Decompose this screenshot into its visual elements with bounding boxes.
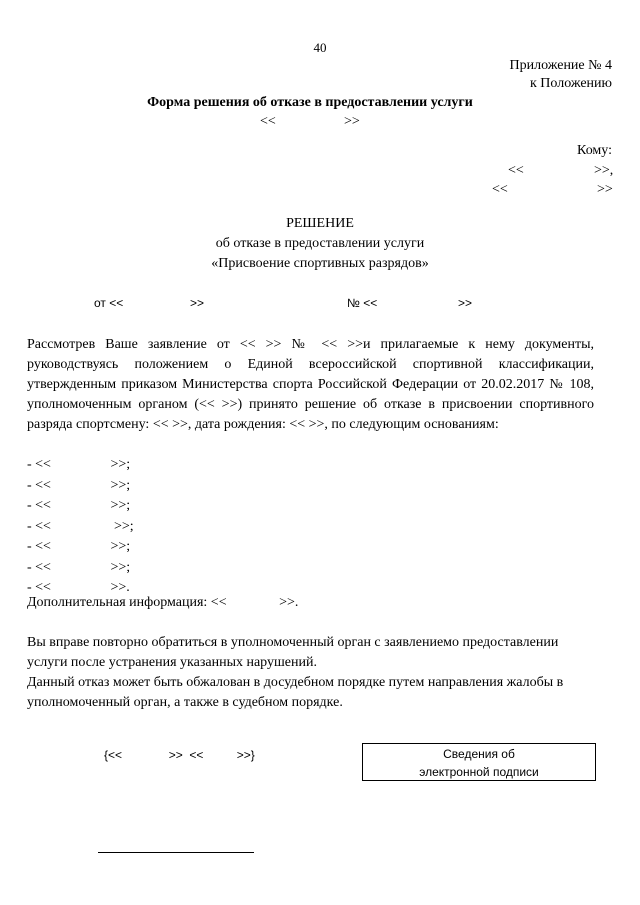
electronic-signature-box xyxy=(362,743,596,781)
list-item: - << >>; xyxy=(27,457,131,472)
recipient-line1-open: << xyxy=(508,163,524,178)
decision-subtitle: об отказе в предоставлении услуги xyxy=(215,236,425,251)
page-number: 40 xyxy=(313,40,327,55)
decision-title: РЕШЕНИЕ xyxy=(286,216,354,231)
signature-placeholder: {<< >> << >>} xyxy=(104,748,255,762)
form-title: Форма решения об отказе в предоставлении услуги xyxy=(147,95,473,110)
form-placeholder-open: << xyxy=(260,114,276,129)
recipient-line1-close: >>, xyxy=(594,163,614,178)
annex-number: Приложение № 4 xyxy=(509,58,612,73)
list-item: - << >>; xyxy=(27,477,131,493)
footnote-separator xyxy=(98,852,254,853)
list-item: - << >>; xyxy=(27,539,131,554)
list-item: - << >>. xyxy=(27,580,130,595)
reapply-paragraph: Вы вправе повторно обратиться в уполномоченный орган с заявлениемо предоставлении услуги после устранения указанных нарушений. xyxy=(27,635,559,670)
additional-info: Дополнительная информация: << >>. xyxy=(27,595,299,610)
date-from-close: >> xyxy=(190,296,205,310)
recipient-label: Кому: xyxy=(577,143,612,158)
signature-box-line2: электронной подписи xyxy=(419,765,539,779)
number-label: № << xyxy=(347,296,378,310)
grounds-list xyxy=(27,455,134,599)
annex-header xyxy=(510,57,613,93)
list-item: - << >>; xyxy=(27,498,131,513)
annex-reference: к Положению xyxy=(529,76,612,91)
date-from-label: от << xyxy=(94,296,124,310)
number-close: >> xyxy=(458,296,473,310)
decision-body-text: Рассмотрев Ваше заявление от << >> № << >>и прилагаемые к нему документы, руководствуясь положением о Единой всероссийской спортивной классификации, утвержденным приказом Министерства спорта Российской Федерации от 20.02.2017 № 108, уполномоченным органом (<< >>) принято решение об отказе в присвоении спортивного разряда спортсмену: << >>, дата рождения: << >>, по следующим основаниям: xyxy=(27,337,594,432)
list-item: - << >>; xyxy=(27,559,131,575)
list-item: - << >>; xyxy=(27,518,134,534)
form-placeholder-close: >> xyxy=(344,114,360,129)
recipient-line2-close: >> xyxy=(597,182,613,197)
appeal-paragraph: Данный отказ может быть обжалован в досудебном порядке путем направления жалобы в уполномоченный орган, а также в судебном порядке. xyxy=(27,675,564,710)
signature-box-line1: Сведения об xyxy=(443,747,515,761)
decision-service: «Присвоение спортивных разрядов» xyxy=(211,256,429,271)
recipient-line2-open: << xyxy=(492,182,508,197)
